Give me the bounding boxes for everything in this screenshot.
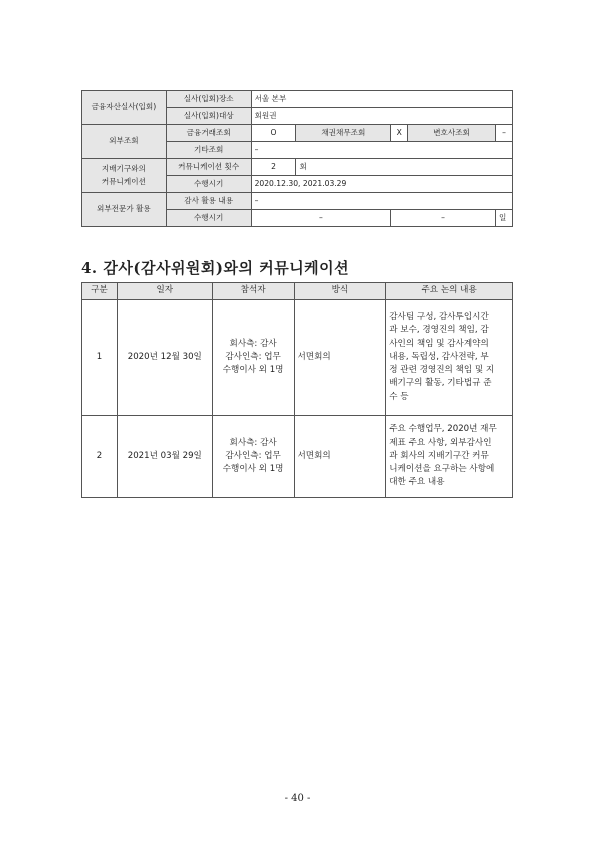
expert-time-value2: – [391,210,496,227]
expert-content-value: – [251,193,512,210]
header-no: 구분 [82,283,118,300]
expert-content-label: 감사 활용 내용 [166,193,251,210]
communication-table [81,282,513,498]
table-row [82,300,513,416]
fin-value: O [251,125,296,142]
row-method: 서면회의 [294,416,386,498]
comm-time-label: 수행시기 [166,176,251,193]
gov-label: 지배기구와의 커뮤니케이션 [82,159,167,193]
bond-value: X [391,125,408,142]
other-value: – [251,142,512,159]
fin-label: 금융거래조회 [166,125,251,142]
audit-info-table [81,90,513,227]
other-label: 기타조회 [166,142,251,159]
expert-label: 외부전문가 활용 [82,193,167,227]
header-date: 일자 [117,283,212,300]
header-attendees: 참석자 [212,283,294,300]
table-row [82,416,513,498]
comm-time-value: 2020.12.30, 2021.03.29 [251,176,512,193]
section-heading: 4. 감사(감사위원회)와의 커뮤니케이션 [81,259,350,277]
row-content: 감사팀 구성, 감사투입시간 과 보수, 경영진의 책임, 감 사인의 책임 및 감사계약의 내용, 독립성, 감사전략, 부 정 관련 경영진의 책임 및 지 배기구의 활동, 기타법규 준 수 등 [386,300,513,416]
external-label: 외부조회 [82,125,167,159]
row-value: 회원권 [251,108,512,125]
row-date: 2020년 12월 30일 [117,300,212,416]
row-label: 실사(입회)장소 [166,91,251,108]
header-content: 주요 논의 내용 [386,283,513,300]
lawyer-label: 변호사조회 [408,125,496,142]
row-no: 2 [82,416,118,498]
comm-count-value: 2 [251,159,296,176]
audit-label: 금융자산실사(입회) [82,91,167,125]
comm-count-unit: 회 [296,159,513,176]
row-attendees: 회사측: 감사 감사인측: 업무 수행이사 외 1명 [212,300,294,416]
row-value: 서울 본부 [251,91,512,108]
row-date: 2021년 03월 29일 [117,416,212,498]
expert-time-label: 수행시기 [166,210,251,227]
expert-time-unit: 일 [495,210,512,227]
lawyer-value: – [495,125,512,142]
row-label: 실사(입회)대상 [166,108,251,125]
page-number: - 40 - [284,793,311,804]
row-method: 서면회의 [294,300,386,416]
row-attendees: 회사측: 감사 감사인측: 업무 수행이사 외 1명 [212,416,294,498]
comm-count-label: 커뮤니케이션 횟수 [166,159,251,176]
row-content: 주요 수행업무, 2020년 재무 제표 주요 사항, 외부감사인 과 회사의 지배기구간 커뮤 니케이션을 요구하는 사항에 대한 주요 내용 [386,416,513,498]
row-no: 1 [82,300,118,416]
bond-label: 채권채무조회 [296,125,391,142]
expert-time-value1: – [251,210,391,227]
header-method: 방식 [294,283,386,300]
